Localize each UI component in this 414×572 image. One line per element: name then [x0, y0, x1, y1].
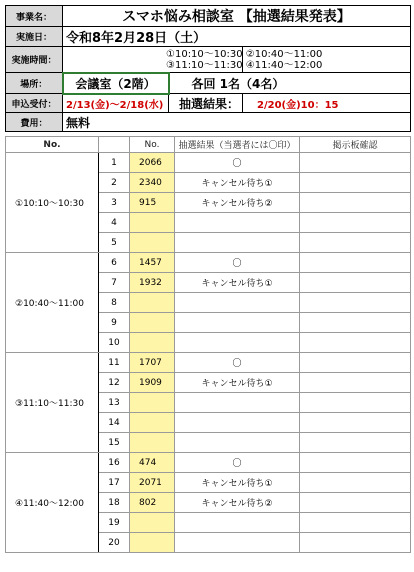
lottery-number [130, 433, 175, 453]
lottery-result: 〇 [175, 153, 300, 173]
lottery-result [175, 313, 300, 333]
col-no: No. [6, 137, 99, 153]
lottery-result: キャンセル待ち② [175, 193, 300, 213]
label-apply: 申込受付： [6, 94, 63, 113]
session-slot: ③11:10～11:30 [6, 353, 99, 453]
row-number: 19 [99, 513, 130, 533]
board-check [300, 353, 411, 373]
session-times [166, 47, 411, 73]
table-row [6, 353, 411, 373]
lottery-number: 2066 [130, 153, 175, 173]
lottery-number: 1457 [130, 253, 175, 273]
table-row [6, 153, 411, 173]
row-number: 7 [99, 273, 130, 293]
row-number: 17 [99, 473, 130, 493]
board-check [300, 453, 411, 473]
lottery-number [130, 393, 175, 413]
sessions-line-1: ①10:10～10:30 ②10:40～11:00 [166, 48, 323, 60]
apply-period: 2/13(金)～2/18(水) [63, 94, 169, 113]
label-date: 実施日： [6, 27, 63, 47]
board-check [300, 193, 411, 213]
info-table [5, 5, 411, 132]
board-check [300, 413, 411, 433]
lottery-result [175, 533, 300, 553]
lottery-result: キャンセル待ち① [175, 373, 300, 393]
lottery-result [175, 213, 300, 233]
row-number: 4 [99, 213, 130, 233]
row-number: 13 [99, 393, 130, 413]
lottery-number [130, 413, 175, 433]
lottery-number: 2071 [130, 473, 175, 493]
lottery-number: 802 [130, 493, 175, 513]
sessions-line-2: ③11:10～11:30 ④11:40～12:00 [166, 59, 323, 71]
lottery-number [130, 513, 175, 533]
row-number: 8 [99, 293, 130, 313]
board-check [300, 273, 411, 293]
row-number: 20 [99, 533, 130, 553]
board-check [300, 213, 411, 233]
lottery-result: 〇 [175, 353, 300, 373]
lottery-result: キャンセル待ち① [175, 173, 300, 193]
row-number: 2 [99, 173, 130, 193]
fee: 無料 [63, 113, 411, 132]
lottery-number: 474 [130, 453, 175, 473]
session-slot: ①10:10～10:30 [6, 153, 99, 253]
session-slot: ④11:40～12:00 [6, 453, 99, 553]
lottery-number: 1909 [130, 373, 175, 393]
row-number: 5 [99, 233, 130, 253]
row-number: 1 [99, 153, 130, 173]
lottery-number [130, 213, 175, 233]
lottery-number: 1707 [130, 353, 175, 373]
col-board: 掲示板確認 [300, 137, 411, 153]
row-number: 9 [99, 313, 130, 333]
lottery-number [130, 293, 175, 313]
row-number: 11 [99, 353, 130, 373]
lottery-result: 〇 [175, 253, 300, 273]
lottery-result: キャンセル待ち① [175, 273, 300, 293]
row-number: 15 [99, 433, 130, 453]
result-date: 2/20(金)10：15 [243, 94, 411, 113]
board-check [300, 333, 411, 353]
label-fee: 費用： [6, 113, 63, 132]
lottery-result [175, 433, 300, 453]
board-check [300, 373, 411, 393]
board-check [300, 433, 411, 453]
board-check [300, 393, 411, 413]
lottery-number: 2340 [130, 173, 175, 193]
label-time: 実施時間： [6, 47, 63, 73]
row-number: 14 [99, 413, 130, 433]
board-check [300, 233, 411, 253]
lottery-number [130, 313, 175, 333]
board-check [300, 293, 411, 313]
lottery-result: キャンセル待ち① [175, 473, 300, 493]
lottery-result [175, 333, 300, 353]
label-result: 抽選結果： [169, 94, 243, 113]
board-check [300, 473, 411, 493]
lottery-number: 1932 [130, 273, 175, 293]
col-number: No. [130, 137, 175, 153]
col-result: 抽選結果（当選者には〇印） [175, 137, 300, 153]
place-cell[interactable]: 会議室（2階） [63, 73, 169, 94]
event-date: 令和8年2月28日（土） [63, 27, 411, 47]
lottery-result: 〇 [175, 453, 300, 473]
lottery-result [175, 393, 300, 413]
lottery-number [130, 233, 175, 253]
label-place: 場所： [6, 73, 63, 94]
lottery-number [130, 333, 175, 353]
label-event: 事業名： [6, 6, 63, 27]
row-number: 16 [99, 453, 130, 473]
lottery-result [175, 513, 300, 533]
lottery-result [175, 293, 300, 313]
board-check [300, 313, 411, 333]
row-number: 18 [99, 493, 130, 513]
board-check [300, 173, 411, 193]
board-check [300, 493, 411, 513]
board-check [300, 153, 411, 173]
session-slot: ②10:40～11:00 [6, 253, 99, 353]
capacity: 各回 1名（4名） [169, 73, 411, 94]
page-title: スマホ悩み相談室 【抽選結果発表】 [63, 6, 411, 27]
row-number: 12 [99, 373, 130, 393]
lottery-number: 915 [130, 193, 175, 213]
board-check [300, 253, 411, 273]
table-row [6, 253, 411, 273]
lottery-table [5, 136, 411, 553]
row-number: 6 [99, 253, 130, 273]
table-row [6, 453, 411, 473]
lottery-number [130, 533, 175, 553]
lottery-result [175, 413, 300, 433]
row-number: 3 [99, 193, 130, 213]
lottery-result [175, 233, 300, 253]
lottery-result: キャンセル待ち② [175, 493, 300, 513]
board-check [300, 533, 411, 553]
board-check [300, 513, 411, 533]
col-blank [99, 137, 130, 153]
row-number: 10 [99, 333, 130, 353]
